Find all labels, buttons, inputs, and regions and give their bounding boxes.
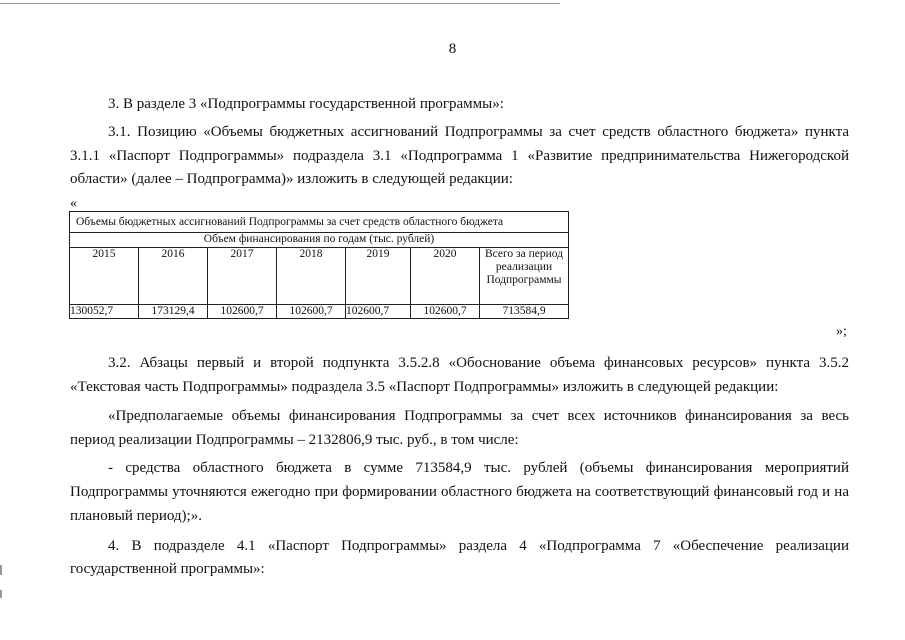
paragraph-4-line-1: 4. В подразделе 4.1 «Паспорт Подпрограммы» раздела 4 «Подпрограмма 7 «Обеспечение реализации xyxy=(108,538,849,554)
year-header: 2020 xyxy=(411,248,480,305)
scan-artifact xyxy=(0,590,2,598)
paragraph-bullet-line-1: - средства областного бюджета в сумме 713584,9 тыс. рублей (объемы финансирования мероприятий xyxy=(108,460,849,476)
year-header: 2015 xyxy=(70,248,139,305)
scan-artifact xyxy=(0,565,2,575)
paragraph-quote-line-2: период реализации Подпрограммы – 2132806,9 тыс. руб., в том числе: xyxy=(70,432,519,448)
paragraph-bullet-line-3: плановый период);». xyxy=(70,508,202,524)
table-cell-total: 713584,9 xyxy=(480,305,569,319)
table-cell-value: 102600,7 xyxy=(208,305,277,319)
paragraph-4-line-2: государственной программы»: xyxy=(70,561,265,577)
paragraph-3-1-line-1: 3.1. Позицию «Объемы бюджетных ассигнований Подпрограммы за счет средств областного бюджета» пункта xyxy=(108,124,849,140)
year-header: 2017 xyxy=(208,248,277,305)
top-border-rule xyxy=(0,3,560,4)
opening-quote: « xyxy=(70,196,77,211)
year-header: 2016 xyxy=(139,248,208,305)
paragraph-bullet-line-2: Подпрограммы уточняются ежегодно при формировании областного бюджета на соответствующий финансовый год и на xyxy=(70,484,849,500)
table-subtitle: Объем финансирования по годам (тыс. рублей) xyxy=(70,233,569,248)
closing-quote: »; xyxy=(836,324,847,339)
paragraph-3-1-line-3: области» (далее – Подпрограмма)» изложить в следующей редакции: xyxy=(70,171,513,187)
table-cell-value: 102600,7 xyxy=(277,305,346,319)
paragraph-3-2-line-1: 3.2. Абзацы первый и второй подпункта 3.5.2.8 «Обоснование объема финансовых ресурсов» пункта 3.5.2 xyxy=(108,355,849,371)
funding-table xyxy=(69,211,569,319)
total-header: Всего за период реализации Подпрограммы xyxy=(480,248,569,305)
year-header: 2018 xyxy=(277,248,346,305)
paragraph-3-1-line-2: 3.1.1 «Паспорт Подпрограммы» подраздела 3.1 «Подпрограмма 1 «Развитие предпринимательства Нижегородской xyxy=(70,148,849,164)
table-title: Объемы бюджетных ассигнований Подпрограммы за счет средств областного бюджета xyxy=(70,212,569,233)
paragraph-section-3: 3. В разделе 3 «Подпрограммы государственной программы»: xyxy=(108,96,504,112)
table-cell-value: 173129,4 xyxy=(139,305,208,319)
page-number: 8 xyxy=(448,41,457,57)
table-cell-value: 102600,7 xyxy=(411,305,480,319)
paragraph-quote-line-1: «Предполагаемые объемы финансирования Подпрограммы за счет всех источников финансирования за весь xyxy=(108,408,849,424)
table-cell-value: 130052,7 xyxy=(70,305,139,319)
year-header: 2019 xyxy=(346,248,411,305)
paragraph-3-2-line-2: «Текстовая часть Подпрограммы» подраздела 3.5 «Паспорт Подпрограммы» изложить в следующей редакции: xyxy=(70,379,779,395)
table-cell-value: 102600,7 xyxy=(346,305,411,319)
